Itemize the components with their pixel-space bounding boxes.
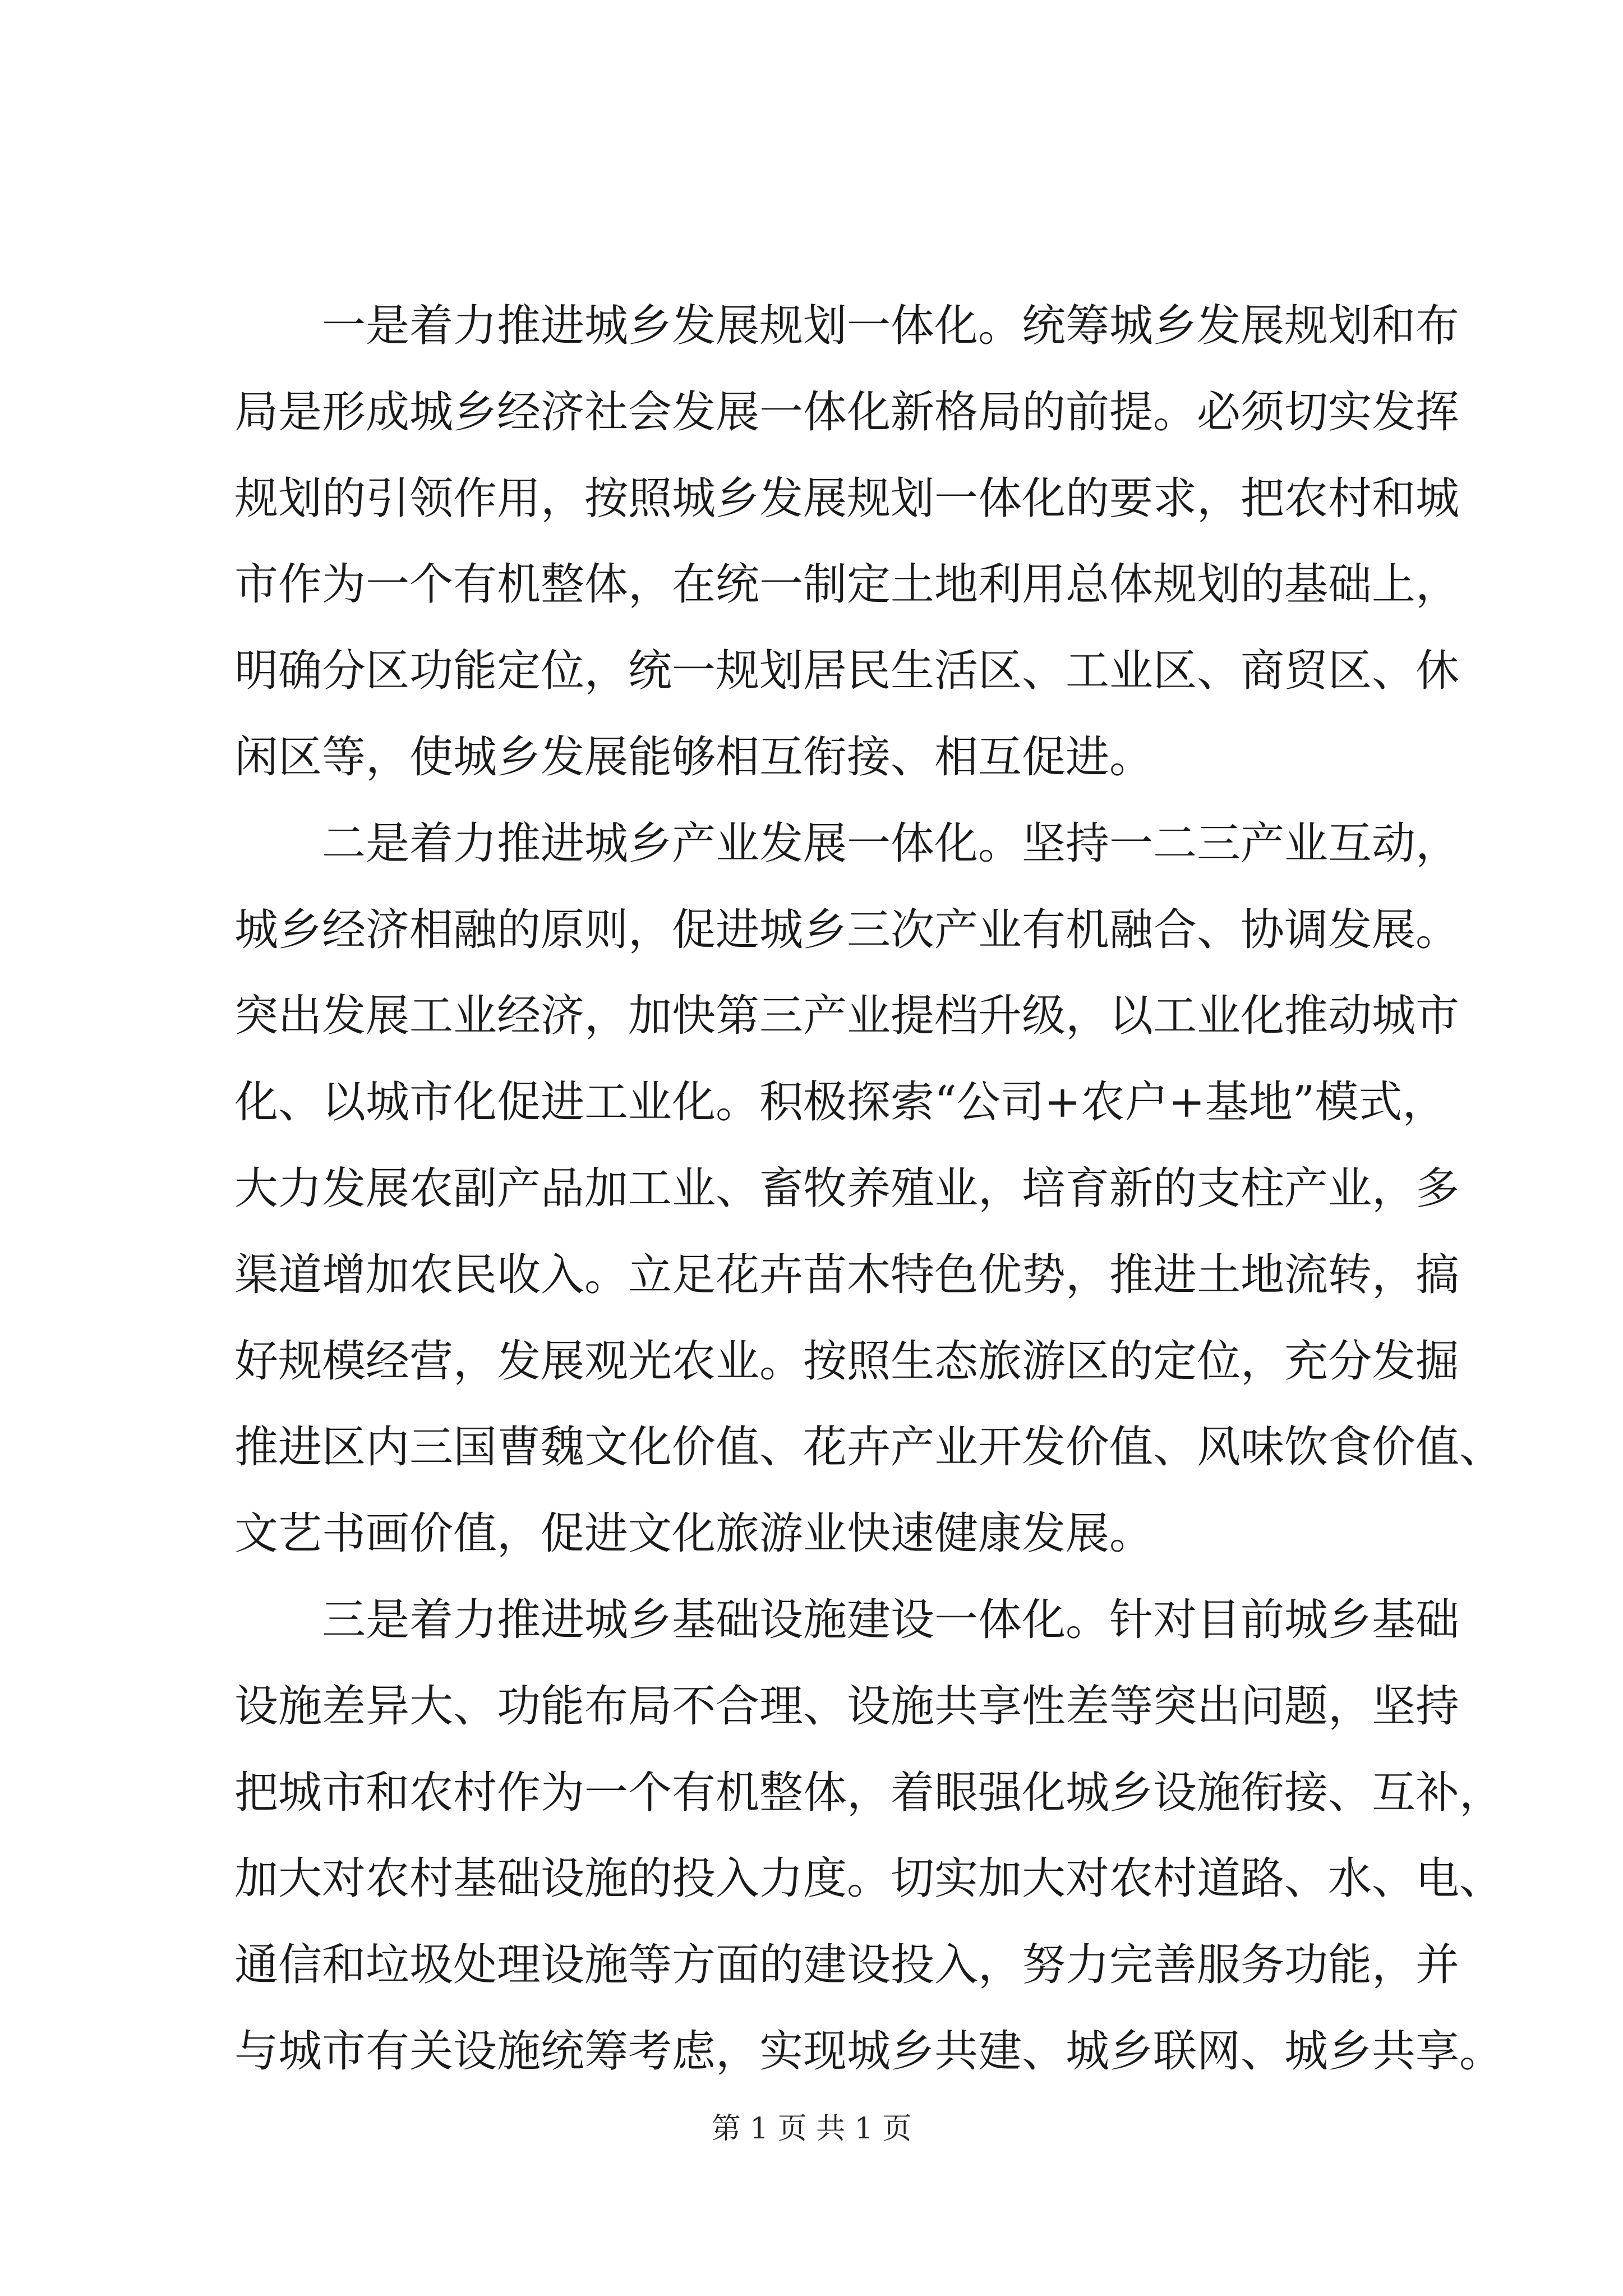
- page-number-label: 第 1 页 共 1 页: [711, 2112, 912, 2146]
- paragraph-line: 闲区等，使城乡发展能够相互衔接、相互促进。: [234, 731, 1154, 783]
- page-footer: [0, 2109, 1623, 2148]
- paragraph-line: 三是着力推进城乡基础设施建设一体化。针对目前城乡基础: [322, 1594, 1460, 1645]
- paragraph-line: 通信和垃圾处理设施等方面的建设投入，努力完善服务功能，并: [234, 1940, 1460, 1991]
- paragraph-line: 推进区内三国曹魏文化价值、花卉产业开发价值、风味饮食价值、: [234, 1422, 1504, 1473]
- paragraph-industry-development: [234, 801, 1504, 1577]
- paragraph-line: 化、以城市化促进工业化。积极探索“公司+农户+基地”模式，: [234, 1077, 1446, 1128]
- paragraph-line: 一是着力推进城乡发展规划一体化。统筹城乡发展规划和布: [322, 301, 1460, 351]
- document-body: [234, 283, 1504, 2095]
- paragraph-line: 突出发展工业经济，加快第三产业提档升级，以工业化推动城市: [234, 991, 1460, 1042]
- paragraph-line: 明确分区功能定位，统一规划居民生活区、工业区、商贸区、休: [234, 646, 1460, 697]
- paragraph-line: 把城市和农村作为一个有机整体，着眼强化城乡设施衔接、互补，: [234, 1767, 1504, 1818]
- paragraph-urban-rural-planning: [234, 283, 1460, 801]
- paragraph-line: 加大对农村基础设施的投入力度。切实加大对农村道路、水、电、: [234, 1853, 1504, 1904]
- paragraph-line: 设施差异大、功能布局不合理、设施共享性差等突出问题，坚持: [234, 1681, 1460, 1732]
- paragraph-line: 好规模经营，发展观光农业。按照生态旅游区的定位，充分发掘: [234, 1336, 1460, 1387]
- paragraph-line: 局是形成城乡经济社会发展一体化新格局的前提。必须切实发挥: [234, 386, 1460, 438]
- paragraph-line: 二是着力推进城乡产业发展一体化。坚持一二三产业互动，: [322, 818, 1460, 869]
- paragraph-line: 文艺书画价值，促进文化旅游业快速健康发展。: [234, 1508, 1154, 1559]
- paragraph-line: 城乡经济相融的原则，促进城乡三次产业有机融合、协调发展。: [234, 904, 1460, 955]
- paragraph-line: 大力发展农副产品加工业、畜牧养殖业，培育新的支柱产业，多: [234, 1163, 1460, 1214]
- paragraph-infrastructure: [234, 1577, 1504, 2095]
- paragraph-line: 渠道增加农民收入。立足花卉苗木特色优势，推进土地流转，搞: [234, 1249, 1460, 1300]
- paragraph-line: 与城市有关设施统筹考虑，实现城乡共建、城乡联网、城乡共享。: [234, 2026, 1504, 2077]
- paragraph-line: 市作为一个有机整体，在统一制定土地利用总体规划的基础上，: [234, 559, 1460, 610]
- paragraph-line: 规划的引领作用，按照城乡发展规划一体化的要求，把农村和城: [234, 473, 1460, 524]
